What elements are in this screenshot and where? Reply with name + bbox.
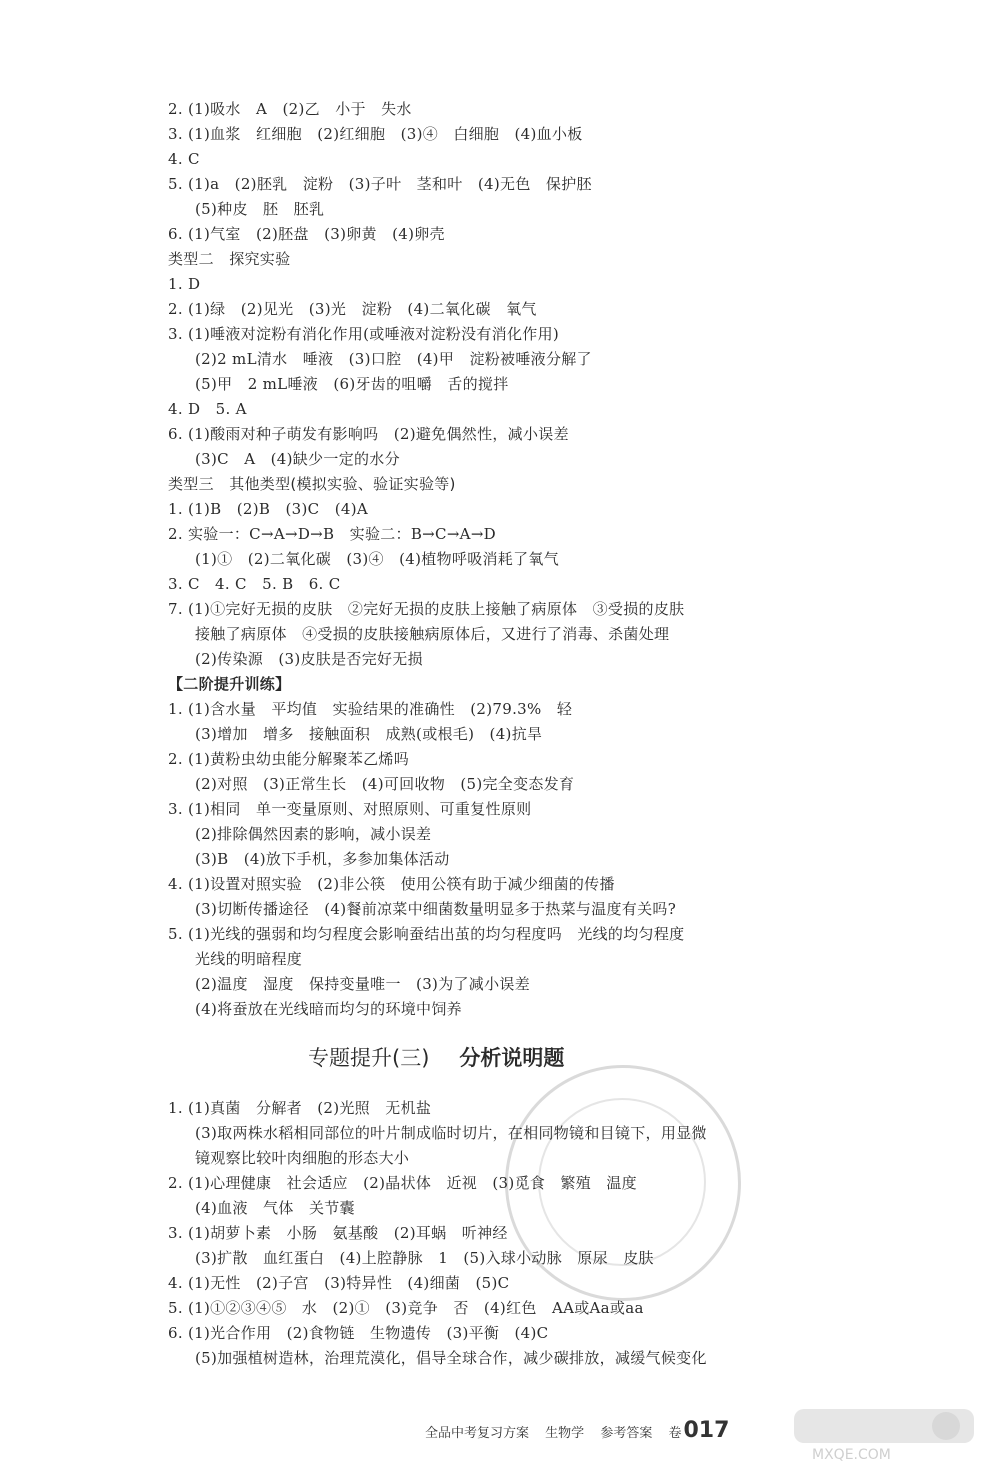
answer-line: (4)将蚕放在光线暗而均匀的环境中饲养	[195, 1000, 462, 1018]
answer-line: 1. (1)含水量 平均值 实验结果的准确性 (2)79.3% 轻	[168, 700, 573, 718]
answer-line: 2. (1)吸水 A (2)乙 小于 失水	[168, 100, 412, 118]
answer-line: 5. (1)a (2)胚乳 淀粉 (3)子叶 茎和叶 (4)无色 保护胚	[168, 175, 592, 193]
answer-line: (5)种皮 胚 胚乳	[195, 200, 325, 218]
answer-line: (3)取两株水稻相同部位的叶片制成临时切片，在相同物镜和目镜下，用显微	[195, 1124, 707, 1142]
type-heading: 类型二 探究实验	[168, 250, 291, 268]
answer-line: 5. (1)①②③④⑤ 水 (2)① (3)竞争 否 (4)红色 AA或Aa或aa	[168, 1299, 644, 1317]
section-prefix: 专题提升(三)	[308, 1046, 430, 1070]
answer-line: (2)对照 (3)正常生长 (4)可回收物 (5)完全变态发育	[195, 775, 575, 793]
answer-line: 3. C 4. C 5. B 6. C	[168, 575, 341, 593]
answer-line: (2)传染源 (3)皮肤是否完好无损	[195, 650, 423, 668]
answer-line: 光线的明暗程度	[195, 950, 303, 968]
answer-line: (1)① (2)二氧化碳 (3)④ (4)植物呼吸消耗了氧气	[195, 550, 559, 568]
answer-line: (3)B (4)放下手机，多参加集体活动	[195, 850, 450, 868]
footer-subject: 生物学	[545, 1426, 585, 1441]
answer-line: 镜观察比较叶肉细胞的形态大小	[195, 1149, 410, 1167]
answer-line: 接触了病原体 ④受损的皮肤接触病原体后，又进行了消毒、杀菌处理	[195, 625, 670, 643]
answer-line: 5. (1)光线的强弱和均匀程度会影响蚕结出茧的均匀程度吗 光线的均匀程度	[168, 925, 685, 943]
answer-line: (2)温度 湿度 保持变量唯一 (3)为了减小误差	[195, 975, 530, 993]
type-heading: 类型三 其他类型(模拟实验、验证实验等)	[168, 475, 456, 493]
page-footer	[425, 1418, 741, 1443]
answer-line: (3)增加 增多 接触面积 成熟(或根毛) (4)抗旱	[195, 725, 543, 743]
answer-line: 4. (1)无性 (2)子宫 (3)特异性 (4)细菌 (5)C	[168, 1274, 510, 1292]
answer-line: 2. 实验一：C→A→D→B 实验二：B→C→A→D	[168, 525, 497, 543]
watermark-text: MXQE.COM	[812, 1447, 891, 1463]
section-main-title: 分析说明题	[459, 1046, 565, 1070]
answer-line: 6. (1)光合作用 (2)食物链 生物遗传 (3)平衡 (4)C	[168, 1324, 549, 1342]
answer-line: 4. D 5. A	[168, 400, 247, 418]
answer-line: (5)加强植树造林，治理荒漠化，倡导全球合作，减少碳排放，减缓气候变化	[195, 1349, 707, 1367]
answer-line: 2. (1)黄粉虫幼虫能分解聚苯乙烯吗	[168, 750, 410, 768]
answer-line: 2. (1)绿 (2)见光 (3)光 淀粉 (4)二氧化碳 氧气	[168, 300, 537, 318]
footer-part: 参考答案	[600, 1426, 653, 1441]
answer-line: 3. (1)胡萝卜素 小肠 氨基酸 (2)耳蜗 听神经	[168, 1224, 508, 1242]
answer-line: (5)甲 2 mL唾液 (6)牙齿的咀嚼 舌的搅拌	[195, 375, 509, 393]
answer-line: 4. C	[168, 150, 200, 168]
answer-line: 3. (1)血浆 红细胞 (2)红细胞 (3)④ 白细胞 (4)血小板	[168, 125, 583, 143]
answer-line: (4)血液 气体 关节囊	[195, 1199, 355, 1217]
answer-line: 1. (1)B (2)B (3)C (4)A	[168, 500, 369, 518]
footer-book-title: 全品中考复习方案	[425, 1426, 530, 1441]
answer-line: 1. D	[168, 275, 201, 293]
answer-line: 4. (1)设置对照实验 (2)非公筷 使用公筷有助于减少细菌的传播	[168, 875, 615, 893]
watermark-logo-icon	[786, 1405, 986, 1465]
answer-line: 6. (1)酸雨对种子萌发有影响吗 (2)避免偶然性，减小误差	[168, 425, 569, 443]
answer-line: 2. (1)心理健康 社会适应 (2)晶状体 近视 (3)觅食 繁殖 温度	[168, 1174, 637, 1192]
answer-line: (3)扩散 血红蛋白 (4)上腔静脉 1 (5)入球小动脉 原尿 皮肤	[195, 1249, 654, 1267]
answer-line: (3)C A (4)缺少一定的水分	[195, 450, 400, 468]
answer-line: 7. (1)①完好无损的皮肤 ②完好无损的皮肤上接触了病原体 ③受损的皮肤	[168, 600, 685, 618]
training-heading: 【二阶提升训练】	[168, 675, 291, 693]
answer-line: 1. (1)真菌 分解者 (2)光照 无机盐	[168, 1099, 432, 1117]
page-number: 017	[683, 1418, 730, 1443]
answer-line: (2)2 mL清水 唾液 (3)口腔 (4)甲 淀粉被唾液分解了	[195, 350, 592, 368]
answer-line: (3)切断传播途径 (4)餐前凉菜中细菌数量明显多于热菜与温度有关吗?	[195, 900, 677, 918]
answer-line: 3. (1)相同 单一变量原则、对照原则、可重复性原则	[168, 800, 532, 818]
section-title	[308, 1042, 564, 1072]
answer-line: 3. (1)唾液对淀粉有消化作用(或唾液对淀粉没有消化作用)	[168, 325, 560, 343]
footer-juan: 卷	[668, 1426, 682, 1441]
answer-line: (2)排除偶然因素的影响，减小误差	[195, 825, 432, 843]
answer-line: 6. (1)气室 (2)胚盘 (3)卵黄 (4)卵壳	[168, 225, 445, 243]
